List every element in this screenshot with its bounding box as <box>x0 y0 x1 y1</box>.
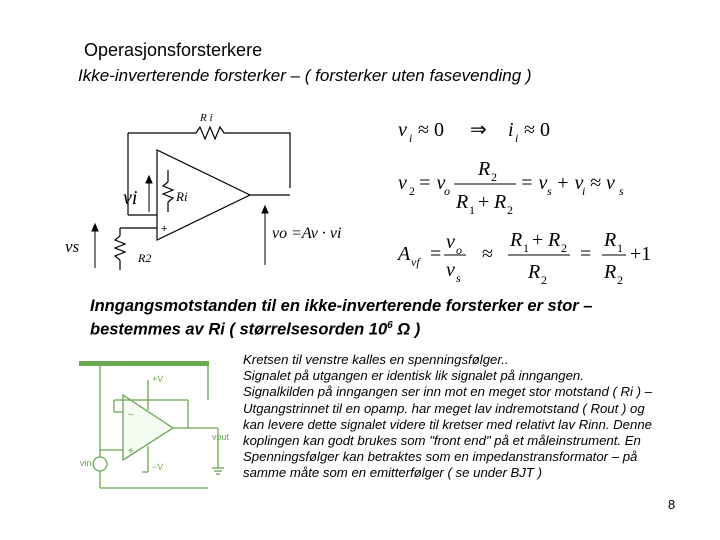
vs-label: vs <box>65 237 80 256</box>
paragraph-line-2a: bestemmes av Ri ( størrelsesorden 10 <box>90 320 388 339</box>
eq3-f2-sub: 2 <box>617 273 623 287</box>
paragraph-line-2b: Ω ) <box>392 320 421 339</box>
equations <box>390 110 690 290</box>
eq2-den1: R <box>456 191 469 213</box>
desc-line: koplingen kan godt brukes som "front end" på et måleinstrument. En <box>243 433 641 449</box>
eq2-eq-sub: o <box>444 184 450 198</box>
eq1-vi: v <box>398 119 407 141</box>
eq2-approx-vs: ≈ v <box>590 172 615 194</box>
eq3-n1: R <box>510 229 523 251</box>
eq3-plus1: +1 <box>630 243 652 265</box>
eq1-ii: i <box>508 119 514 141</box>
page-title: Operasjonsforsterkere <box>84 40 263 60</box>
eq3-n2: R <box>548 229 561 251</box>
minus-v-label: −V <box>152 462 164 472</box>
eq3-d-sub: 2 <box>541 273 547 287</box>
eq3-f2: R <box>604 261 617 283</box>
voltage-follower-description <box>243 352 683 482</box>
eq3-nplus: + <box>532 229 544 251</box>
eq2-den2: R <box>494 191 507 213</box>
eq2-lhs-sub: 2 <box>409 184 415 198</box>
vout-label: vout <box>212 432 230 442</box>
desc-line: Signalet på utgangen er identisk lik signalet på inngangen. <box>243 368 584 384</box>
eq1-approx0: ≈ 0 <box>418 119 444 141</box>
eq3-vo: v <box>446 231 455 253</box>
voltage-follower-diagram <box>78 360 238 500</box>
eq2-plus-vi: + v <box>556 172 584 194</box>
eq3-n1-sub: 1 <box>523 241 529 255</box>
eq2-vs2-sub: s <box>619 184 624 198</box>
ri-label: Ri <box>176 189 188 204</box>
eq2-eq: = v <box>418 172 446 194</box>
minus-input-icon: − <box>128 410 134 421</box>
vin-label: vin <box>80 458 92 468</box>
eq3-avf-sub: vf <box>411 255 420 269</box>
plus-input-icon: + <box>128 446 134 457</box>
eq3-f1: R <box>604 229 617 251</box>
eq2-num-sub: 2 <box>491 170 497 184</box>
eq2-vs-sub: s <box>547 184 552 198</box>
page-number: 8 <box>668 497 676 512</box>
eq3-n2-sub: 2 <box>561 241 567 255</box>
eq2-num: R <box>478 158 491 180</box>
eq3-f1-sub: 1 <box>617 241 623 255</box>
eq2-lhs: v <box>398 172 407 194</box>
non-inverting-amplifier-diagram <box>60 100 370 280</box>
eq2-plus: + <box>478 191 490 213</box>
eq2-den1-sub: 1 <box>469 203 475 217</box>
desc-line: Signalkilden på inngangen ser inn mot en meget stor motstand ( Ri ) – <box>243 384 653 400</box>
ri-top-label: R i <box>200 112 213 124</box>
input-impedance-paragraph <box>90 296 650 340</box>
eq1-approx0b: ≈ 0 <box>524 119 550 141</box>
eq1-ii-sub: i <box>515 131 519 145</box>
eq3-eq2: = <box>580 243 592 265</box>
eq3-avf: A <box>398 243 411 265</box>
r2-label: R2 <box>138 251 152 265</box>
eq1-vi-sub: i <box>409 131 413 145</box>
desc-line: kan levere dette signalet videre til kretser med relativt lav Rinn. Denne <box>243 416 653 432</box>
eq1-implies: ⇒ <box>470 119 487 141</box>
desc-line: Spenningsfølger kan betraktes som en impedanstransformator – på <box>243 449 638 465</box>
eq3-d: R <box>528 261 541 283</box>
eq2-vi-sub: i <box>582 184 586 198</box>
eq3-vs: v <box>446 259 455 281</box>
desc-line: Utgangstrinnet til en opamp. har meget lav indremotstand ( Rout ) og <box>243 400 645 416</box>
eq3-vs-sub: s <box>456 271 461 285</box>
eq3-vo-sub: o <box>456 243 462 257</box>
eq2-eq-vs: = v <box>520 172 548 194</box>
plus-label: + <box>161 223 168 235</box>
paragraph-line-1: Inngangsmotstanden til en ikke-inverterende forsterker er stor – <box>90 297 593 315</box>
eq2-den2-sub: 2 <box>507 203 513 217</box>
eq3-eq: = <box>430 243 442 265</box>
eq3-approx: ≈ <box>482 243 493 265</box>
plus-v-label: +V <box>152 374 164 384</box>
vo-equation-label: vo =Av · vi <box>272 225 342 242</box>
desc-line: Kretsen til venstre kalles en spenningsfølger.. <box>243 352 509 367</box>
paragraph-line-2 <box>90 316 650 340</box>
page-subtitle: Ikke-inverterende forsterker – ( forsterker uten fasevending ) <box>78 66 532 85</box>
vi-label: vi <box>123 187 138 209</box>
desc-line: samme måte som en emitterfølger ( se under BJT ) <box>243 465 543 481</box>
paragraph-exponent: 6 <box>387 320 393 331</box>
